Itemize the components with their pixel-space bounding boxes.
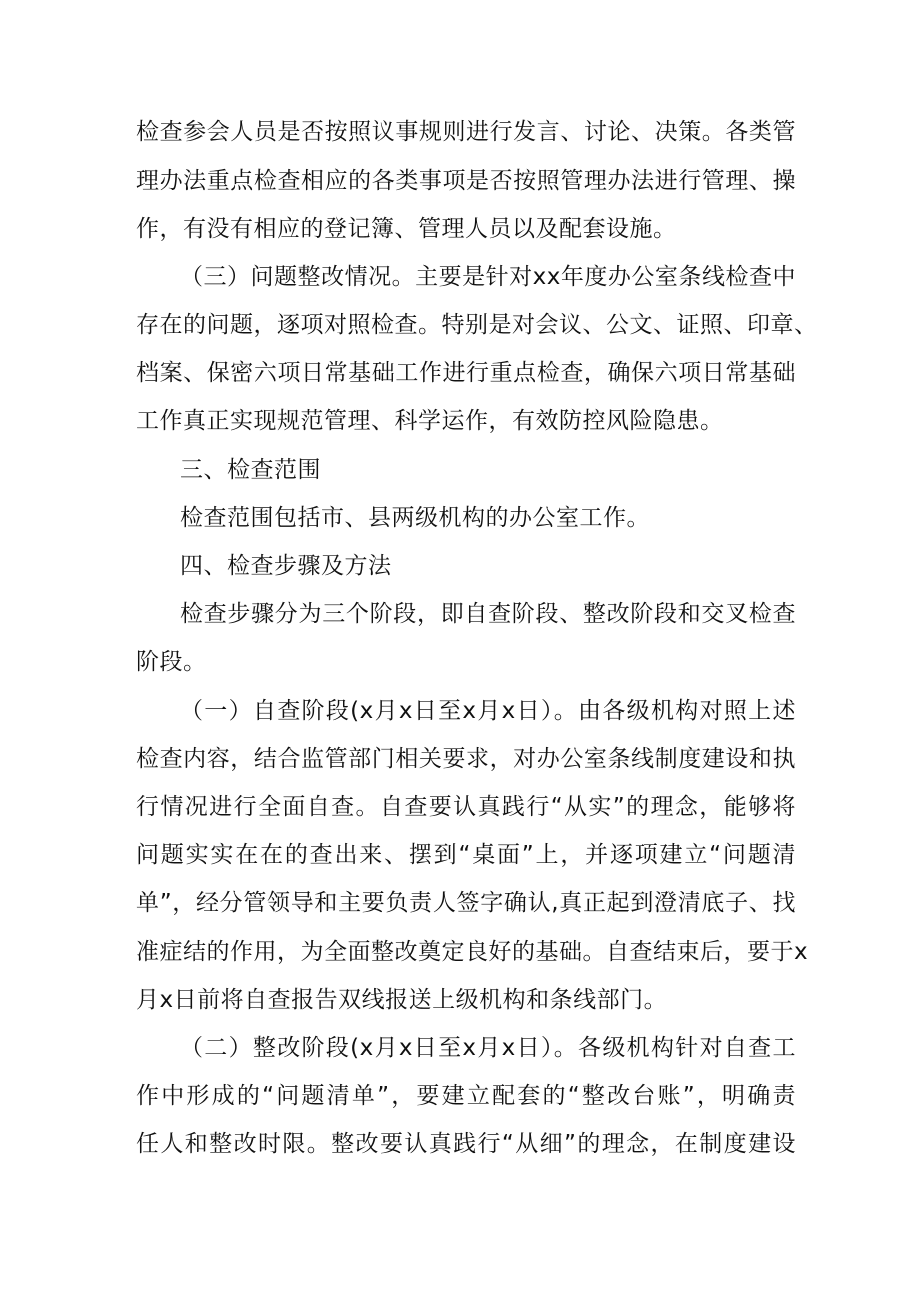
paragraph-line: （三）问题整改情况。主要是针对xx年度办公室条线检查中 <box>180 264 796 290</box>
paragraph-line: 作中形成的“问题清单”，要建立配套的“整改台账”，明确责 <box>136 1083 796 1109</box>
paragraph-line: 任人和整改时限。整改要认真践行“从细”的理念，在制度建设 <box>136 1131 796 1157</box>
paragraph-line: 问题实实在在的查出来、摆到“桌面”上，并逐项建立“问题清 <box>136 842 796 868</box>
paragraph-line: 行情况进行全面自查。自查要认真践行“从实”的理念，能够将 <box>136 794 796 820</box>
paragraph-line: 单”，经分管领导和主要负责人签字确认,真正起到澄清底子、找 <box>136 890 796 916</box>
section-heading: 四、检查步骤及方法 <box>180 553 392 579</box>
paragraph-line: （一）自查阶段(x月x日至x月x日）。由各级机构对照上述 <box>180 698 796 724</box>
paragraph-line: 作，有没有相应的登记簿、管理人员以及配套设施。 <box>136 216 677 242</box>
paragraph-line: 月x日前将自查报告双线报送上级机构和条线部门。 <box>136 987 668 1013</box>
paragraph-line: 检查参会人员是否按照议事规则进行发言、讨论、决策。各类管 <box>136 119 796 145</box>
paragraph-line: 准症结的作用，为全面整改奠定良好的基础。自查结束后，要于x <box>136 939 809 965</box>
paragraph-line: 工作真正实现规范管理、科学运作，有效防控风险隐患。 <box>136 408 724 434</box>
paragraph-line: 阶段。 <box>136 649 207 675</box>
section-heading: 三、检查范围 <box>180 457 321 483</box>
paragraph-line: （二）整改阶段(x月x日至x月x日）。各级机构针对自查工 <box>180 1035 796 1061</box>
paragraph-line: 理办法重点检查相应的各类事项是否按照管理办法进行管理、操 <box>136 168 796 194</box>
paragraph-line: 档案、保密六项日常基础工作进行重点检查，确保六项日常基础 <box>136 360 796 386</box>
paragraph-line: 检查内容，结合监管部门相关要求，对办公室条线制度建设和执 <box>136 746 796 772</box>
paragraph-line: 检查步骤分为三个阶段，即自查阶段、整改阶段和交叉检查 <box>180 601 796 627</box>
paragraph-line: 检查范围包括市、县两级机构的办公室工作。 <box>180 505 650 531</box>
paragraph-line: 存在的问题，逐项对照检查。特别是对会议、公文、证照、印章、 <box>136 312 818 338</box>
